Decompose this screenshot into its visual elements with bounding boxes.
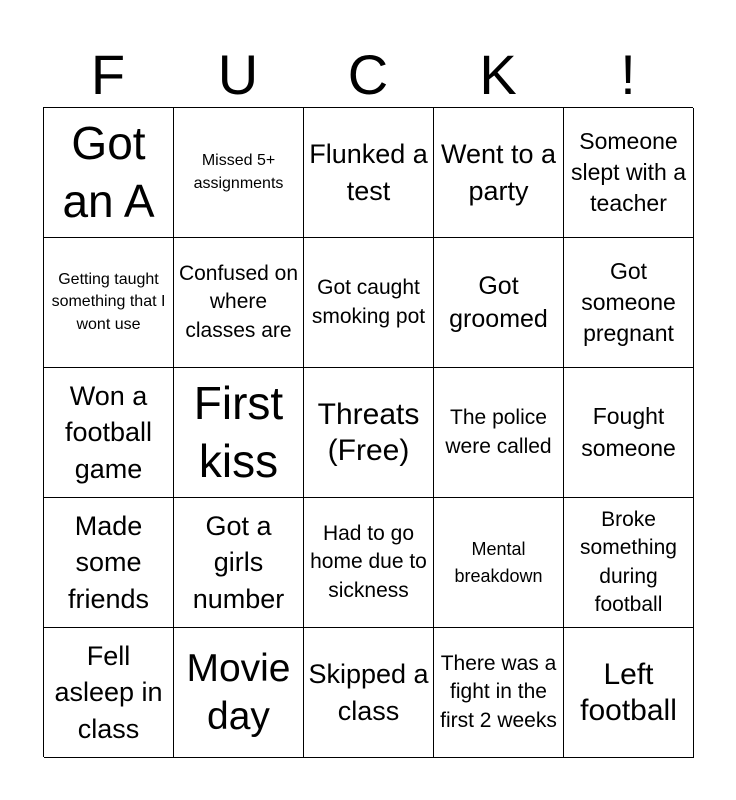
bingo-board [43,107,693,757]
header-letter-4: K [479,43,517,106]
bingo-cell[interactable] [304,108,434,238]
bingo-cell[interactable] [434,238,564,368]
bingo-cell-text: Made some friends [67,510,150,614]
bingo-cell-text: Flunked a test [309,139,428,206]
bingo-cell[interactable] [434,368,564,498]
bingo-cell[interactable] [434,628,564,758]
bingo-cell-text: Getting taught something that I wont use [51,270,166,333]
bingo-cell-text: Left football [580,657,677,727]
bingo-cell[interactable] [564,498,694,628]
bingo-cell-text: Got someone pregnant [581,257,676,347]
bingo-cell[interactable] [174,498,304,628]
bingo-cell[interactable] [174,628,304,758]
bingo-cell[interactable] [44,368,174,498]
bingo-cell[interactable] [434,108,564,238]
bingo-cell-text: There was a fight in the first 2 weeks [440,651,557,732]
bingo-cell[interactable] [434,498,564,628]
bingo-cell[interactable] [304,628,434,758]
bingo-cell-text: Confused on where classes are [178,261,299,342]
bingo-cell-text: Won a football game [64,380,153,484]
bingo-cell[interactable] [174,368,304,498]
bingo-cell-text: Got an A [62,117,155,227]
bingo-cell-text: Someone slept with a teacher [570,127,687,217]
bingo-cell-text: Skipped a class [308,659,429,726]
bingo-cell-text: First kiss [193,377,284,487]
bingo-cell[interactable] [174,238,304,368]
bingo-header [43,44,693,106]
header-letter-2: U [217,43,259,106]
bingo-cell[interactable] [304,498,434,628]
bingo-cell[interactable] [44,108,174,238]
bingo-cell-text: The police were called [445,406,552,458]
bingo-cell[interactable] [304,368,434,498]
bingo-cell[interactable] [44,238,174,368]
bingo-cell[interactable] [564,628,694,758]
bingo-cell-text: Threats (Free) [317,397,420,467]
bingo-cell[interactable] [564,108,694,238]
bingo-cell-text: Mental breakdown [454,539,543,586]
bingo-cell-text: Missed 5+ assignments [193,152,284,192]
bingo-cell-text: Got groomed [449,271,548,333]
bingo-cell[interactable] [44,628,174,758]
bingo-cell-text: Movie day [186,646,291,738]
bingo-cell[interactable] [44,498,174,628]
bingo-cell[interactable] [174,108,304,238]
bingo-cell-text: Got caught smoking pot [311,276,426,328]
header-letter-1: F [90,43,126,106]
bingo-cell-text: Fell asleep in class [54,640,163,744]
bingo-cell[interactable] [564,238,694,368]
bingo-cell-text: Broke something during football [580,507,677,616]
header-letter-5: ! [620,43,636,106]
bingo-cell-text: Fought someone [581,403,676,461]
header-letter-3: C [347,43,389,106]
bingo-cell[interactable] [564,368,694,498]
bingo-cell[interactable] [304,238,434,368]
bingo-cell-text: Went to a party [440,139,557,206]
bingo-cell-text: Had to go home due to sickness [310,521,427,602]
bingo-cell-text: Got a girls number [192,510,285,614]
